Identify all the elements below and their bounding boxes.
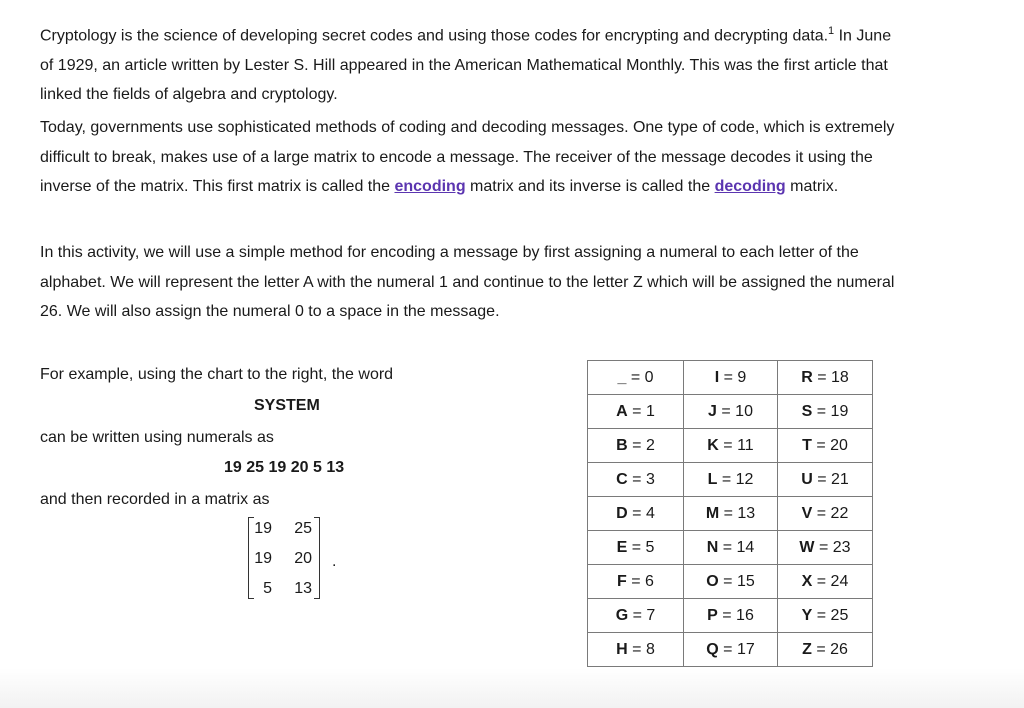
chart-cell-equals: = xyxy=(718,572,737,590)
chart-cell-equals: = xyxy=(627,538,646,556)
chart-cell-equals: = xyxy=(626,572,646,590)
chart-cell-letter: N xyxy=(706,538,719,556)
chart-cell-value: 1 xyxy=(645,402,655,420)
chart-cell-letter: B xyxy=(616,436,628,454)
chart-cell-letter: I xyxy=(714,368,720,386)
chart-cell xyxy=(778,395,873,429)
chart-cell xyxy=(684,395,778,429)
chart-cell-letter: K xyxy=(707,436,719,454)
chart-cell xyxy=(588,463,684,497)
footnote-marker[interactable]: 1 xyxy=(828,25,835,37)
chart-row xyxy=(588,463,873,497)
chart-cell-value: 4 xyxy=(645,504,655,522)
chart-row xyxy=(588,531,873,565)
chart-cell xyxy=(778,565,873,599)
page-bottom-edge xyxy=(0,668,1024,708)
chart-cell-equals: = xyxy=(718,538,737,556)
chart-cell-letter: Y xyxy=(801,606,813,624)
chart-row xyxy=(588,361,873,395)
chart-cell-equals: = xyxy=(812,402,831,420)
chart-cell-equals: = xyxy=(717,470,736,488)
chart-cell xyxy=(684,361,778,395)
chart-cell-letter: E xyxy=(616,538,628,556)
chart-cell-value: 26 xyxy=(830,640,848,658)
chart-cell-equals: = xyxy=(719,368,738,386)
example-numerals: 19 25 19 20 5 13 xyxy=(224,459,345,476)
chart-cell-equals: = xyxy=(627,436,646,454)
chart-cell-value: 2 xyxy=(645,436,655,454)
chart-cell-letter: O xyxy=(706,572,719,590)
chart-cell-value: 9 xyxy=(737,368,747,386)
decoding-link[interactable]: decoding xyxy=(714,178,786,195)
chart-cell-equals: = xyxy=(627,640,646,658)
chart-cell xyxy=(588,633,684,667)
chart-cell xyxy=(778,599,873,633)
chart-cell-value: 6 xyxy=(645,572,654,590)
chart-cell-equals: = xyxy=(812,504,831,522)
matrix-cell: 19 xyxy=(254,550,272,567)
example-matrix xyxy=(248,517,320,597)
chart-cell xyxy=(588,497,684,531)
matrix-cell: 25 xyxy=(294,520,312,537)
chart-cell xyxy=(588,531,684,565)
chart-cell-letter: F xyxy=(617,572,627,590)
chart-row xyxy=(588,633,873,667)
chart-cell-equals: = xyxy=(626,368,645,386)
chart-cell-value: 20 xyxy=(830,436,848,454)
chart-cell-letter: V xyxy=(801,504,813,522)
chart-cell xyxy=(588,429,684,463)
chart-cell-equals: = xyxy=(812,368,831,386)
chart-cell-value: 21 xyxy=(831,470,849,488)
chart-cell-equals: = xyxy=(811,640,831,658)
chart-cell-value: 19 xyxy=(830,402,849,420)
chart-cell xyxy=(684,463,778,497)
matrix-right-bracket xyxy=(314,517,320,599)
chart-cell-letter: M xyxy=(705,504,720,522)
chart-cell-equals: = xyxy=(718,640,737,658)
paragraph-intro-text: Cryptology is the science of developing secret codes and using those codes for encrypting and decrypting data. xyxy=(40,27,829,45)
chart-cell xyxy=(684,429,778,463)
matrix-left-bracket xyxy=(248,517,254,599)
chart-cell-equals: = xyxy=(811,436,831,454)
chart-cell-value: 11 xyxy=(737,436,754,454)
chart-cell-value: 14 xyxy=(736,538,755,556)
encoding-link[interactable]: encoding xyxy=(394,178,466,195)
chart-cell-value: 23 xyxy=(832,538,851,556)
chart-cell-letter: D xyxy=(616,504,628,522)
chart-cell-equals: = xyxy=(716,402,736,420)
chart-cell-value: 3 xyxy=(645,470,655,488)
chart-cell-equals: = xyxy=(718,436,738,454)
paragraph-governments-part1: Today, governments use sophisticated methods of coding and decoding messages. One type of code, which is extremely difficult to break, makes use of a large matrix to encode a message. The receiver of the message decodes it using the inverse of the matrix. This first matrix is called the xyxy=(40,119,895,195)
chart-cell-letter: C xyxy=(616,470,628,488)
chart-cell-letter: G xyxy=(615,606,629,624)
chart-cell xyxy=(684,531,778,565)
chart-cell-value: 16 xyxy=(736,606,754,624)
chart-cell xyxy=(684,633,778,667)
chart-row xyxy=(588,395,873,429)
paragraph-activity: In this activity, we will use a simple method for encoding a message by first assigning a numeral to each letter of the alphabet. We will represent the letter A with the numeral 1 and continue to the letter Z which will be assigned the numeral 26. We will also assign the numeral 0 to a space in the message. xyxy=(40,244,895,320)
chart-cell xyxy=(588,599,684,633)
chart-cell-letter: R xyxy=(801,368,813,386)
chart-cell xyxy=(778,497,873,531)
chart-cell-letter: L xyxy=(707,470,718,488)
chart-cell-letter: P xyxy=(707,606,718,624)
paragraph-governments xyxy=(40,113,900,202)
chart-cell-letter: Z xyxy=(802,640,812,658)
example-word: SYSTEM xyxy=(254,397,320,414)
chart-cell-letter: J xyxy=(708,402,717,420)
chart-cell xyxy=(684,599,778,633)
matrix-trailing-period: . xyxy=(332,553,337,570)
chart-cell-equals: = xyxy=(812,470,831,488)
letter-numeral-chart xyxy=(587,360,873,667)
chart-cell-equals: = xyxy=(814,538,833,556)
matrix-cell: 5 xyxy=(263,580,272,597)
chart-cell-letter: S xyxy=(801,402,813,420)
chart-cell-value: 10 xyxy=(735,402,753,420)
chart-cell-value: 13 xyxy=(737,504,756,522)
chart-cell-letter: _ xyxy=(617,368,627,386)
chart-cell xyxy=(588,395,684,429)
paragraph-intro xyxy=(40,17,900,110)
chart-row xyxy=(588,599,873,633)
chart-cell-value: 24 xyxy=(830,572,849,590)
chart-cell-letter: Q xyxy=(706,640,719,658)
matrix-cell: 19 xyxy=(254,520,272,537)
chart-cell-letter: U xyxy=(801,470,813,488)
chart-cell-equals: = xyxy=(719,504,738,522)
paragraph-governments-part3: matrix. xyxy=(785,178,839,195)
chart-cell-equals: = xyxy=(812,606,831,624)
chart-cell xyxy=(684,565,778,599)
chart-cell-value: 18 xyxy=(831,368,849,386)
chart-cell xyxy=(588,361,684,395)
chart-cell xyxy=(778,463,873,497)
chart-cell xyxy=(778,633,873,667)
paragraph-governments-part2: matrix and its inverse is called the xyxy=(465,178,715,195)
chart-cell-value: 7 xyxy=(646,606,656,624)
chart-cell xyxy=(778,429,873,463)
chart-cell-letter: W xyxy=(799,538,815,556)
chart-cell-equals: = xyxy=(628,606,647,624)
chart-cell xyxy=(588,565,684,599)
example-line-2: can be written using numerals as xyxy=(40,429,274,446)
chart-cell-equals: = xyxy=(812,572,831,590)
chart-cell-equals: = xyxy=(627,402,646,420)
chart-cell-equals: = xyxy=(627,470,646,488)
chart-cell xyxy=(778,361,873,395)
chart-cell-letter: X xyxy=(801,572,813,590)
chart-cell-letter: T xyxy=(802,436,812,454)
chart-cell-value: 8 xyxy=(645,640,655,658)
paragraph-intro-rest: In June of 1929, an article written by Lester S. Hill appeared in the American Mathematical Monthly. This was the first article that linked the fields of algebra and cryptology. xyxy=(40,27,892,104)
chart-cell-value: 5 xyxy=(645,538,655,556)
chart-cell-letter: A xyxy=(616,402,628,420)
chart-row xyxy=(588,429,873,463)
chart-cell-equals: = xyxy=(717,606,737,624)
matrix-cell: 20 xyxy=(294,550,312,567)
matrix-cell: 13 xyxy=(294,580,312,597)
chart-cell-equals: = xyxy=(627,504,646,522)
example-line-3: and then recorded in a matrix as xyxy=(40,491,270,508)
chart-cell-value: 17 xyxy=(736,640,755,658)
chart-cell-value: 22 xyxy=(830,504,849,522)
chart-cell-letter: H xyxy=(616,640,628,658)
chart-cell-value: 15 xyxy=(736,572,755,590)
chart-row xyxy=(588,565,873,599)
chart-cell-value: 12 xyxy=(735,470,754,488)
chart-cell-value: 25 xyxy=(830,606,849,624)
example-line-1: For example, using the chart to the right, the word xyxy=(40,366,394,383)
chart-cell xyxy=(684,497,778,531)
chart-cell-value: 0 xyxy=(644,368,654,386)
chart-cell xyxy=(778,531,873,565)
chart-row xyxy=(588,497,873,531)
